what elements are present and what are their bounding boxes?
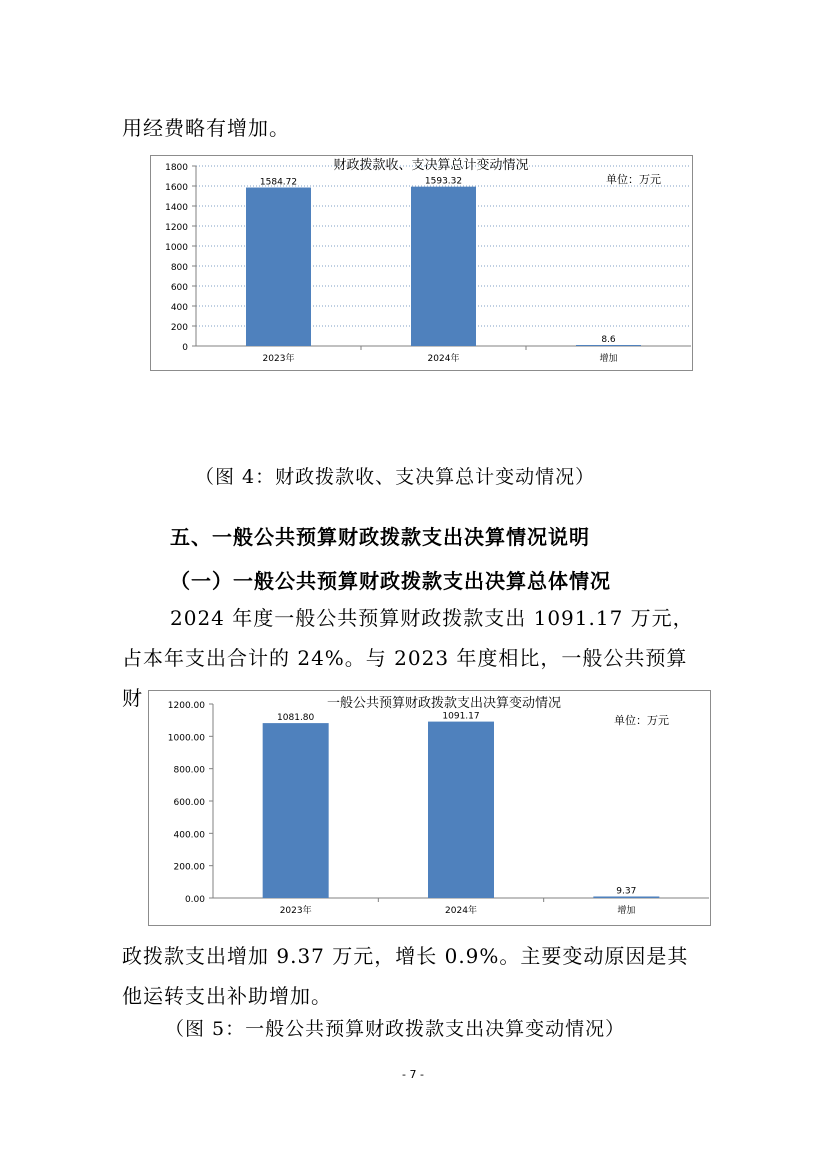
y-tick-label: 200.00: [173, 862, 205, 873]
y-tick-label: 1400: [165, 203, 188, 213]
chart-title: 财政拨款收、支决算总计变动情况: [333, 158, 529, 173]
chart-1: [150, 155, 693, 371]
y-tick-label: 600: [170, 283, 188, 293]
figure-4-caption: （图 4：财政拨款收、支决算总计变动情况）: [195, 466, 596, 488]
x-category-label: 增加: [599, 354, 618, 364]
y-tick-label: 800: [170, 263, 188, 273]
y-tick-label: 1800: [165, 163, 188, 173]
y-tick-label: 400: [170, 303, 188, 313]
bar-value-label: 1593.32: [424, 176, 463, 187]
y-tick-label: 0.00: [184, 895, 205, 905]
chart-2: [148, 690, 711, 926]
x-category-label: 2024年: [445, 906, 477, 916]
y-tick-label: 0: [182, 343, 188, 353]
chart-unit: 单位：万元: [606, 173, 661, 186]
y-tick-label: 600.00: [173, 798, 205, 808]
x-category-label: 2024年: [427, 354, 460, 364]
bar-value-label: 1584.72: [259, 177, 298, 188]
paragraph-top: 用经费略有增加。: [122, 116, 290, 140]
bar: [428, 722, 494, 898]
bar: [576, 345, 641, 346]
paragraph-expenditure: 2024 年度一般公共预算财政拨款支出 1091.17 万元，占本年支出合计的 24%。与 2023 年度相比，一般公共预算财: [122, 606, 694, 710]
bar-value-label: 8.6: [601, 335, 616, 345]
x-category-label: 2023年: [279, 906, 312, 916]
y-tick-label: 1200.00: [167, 701, 205, 711]
bar-value-label: 1081.80: [277, 713, 315, 724]
y-tick-label: 1600: [165, 183, 188, 193]
y-tick-label: 1000.00: [167, 733, 205, 744]
page-number: - 7 -: [402, 1068, 424, 1081]
bar: [263, 723, 329, 898]
section-5-heading: 五、一般公共预算财政拨款支出决算情况说明: [170, 525, 590, 549]
y-tick-label: 1200: [165, 223, 188, 233]
y-tick-label: 800.00: [173, 765, 205, 776]
bar: [593, 896, 659, 898]
bar-value-label: 1091.17: [442, 711, 480, 722]
bar-value-label: 9.37: [616, 886, 637, 897]
section-5-1-heading: （一）一般公共预算财政拨款支出决算总体情况: [170, 569, 611, 593]
bar: [411, 187, 476, 346]
y-tick-label: 200: [170, 323, 188, 333]
chart-1-svg: [151, 156, 692, 370]
chart-title: 一般公共预算财政拨款支出决算变动情况: [326, 696, 562, 711]
x-category-label: 增加: [617, 906, 636, 916]
bar: [246, 188, 311, 346]
chart-2-svg: [149, 691, 710, 925]
figure-5-caption: （图 5：一般公共预算财政拨款支出决算变动情况）: [165, 1018, 626, 1040]
x-category-label: 2023年: [262, 354, 295, 364]
paragraph-change: 政拨款支出增加 9.37 万元，增长 0.9%。主要变动原因是其他运转支出补助增加。: [122, 944, 689, 1008]
y-tick-label: 400.00: [173, 830, 205, 841]
chart-unit: 单位：万元: [614, 714, 669, 727]
y-tick-label: 1000: [165, 243, 188, 253]
